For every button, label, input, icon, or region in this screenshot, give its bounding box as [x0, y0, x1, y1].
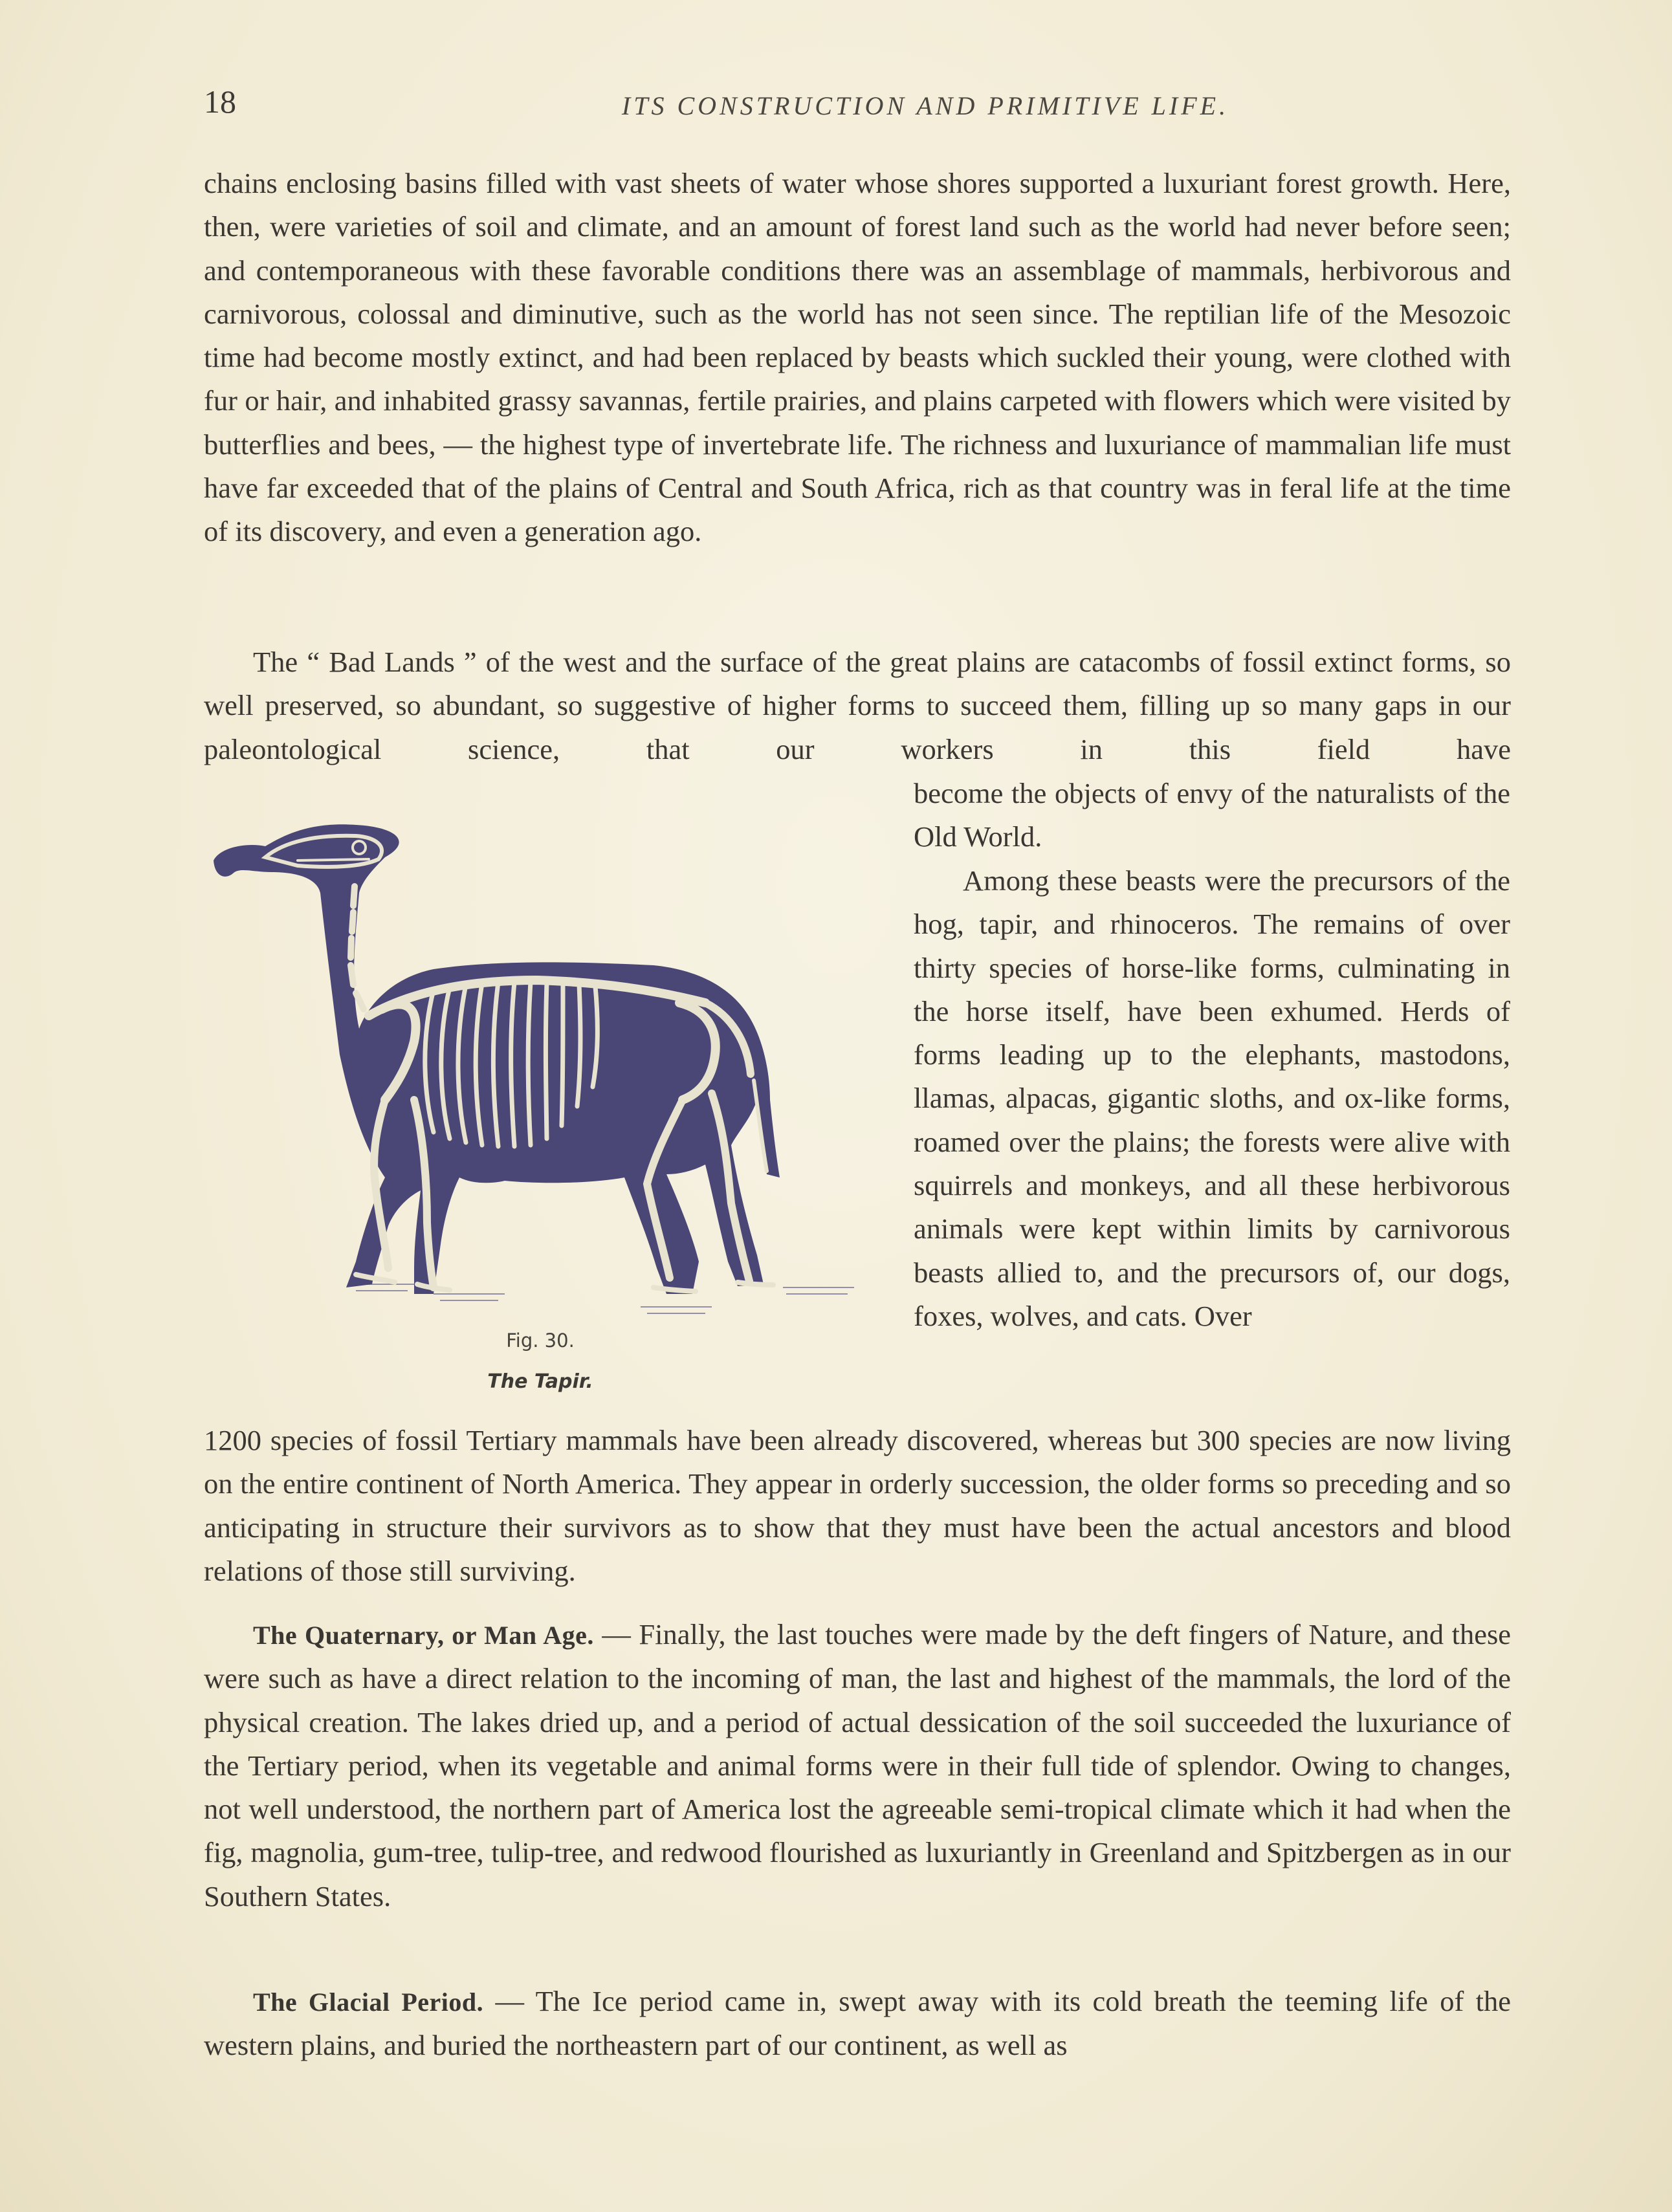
figure-caption: The Tapir.: [487, 1370, 593, 1393]
tapir-illustration: [201, 796, 880, 1417]
paragraph-4-heading: The Quaternary, or Man Age.: [253, 1621, 594, 1650]
paragraph-3-wrapped: Among these beasts were the precursors of the hog, tapir, and rhinoceros. The remains of over thirty species of horse-like forms, culminating in the horse itself, have been exhumed. Herds of forms leading up to the elephants, mastodons, llamas, alpacas, gigantic sloths, and ox-like forms, roamed over the plains; the forests were alive with squirrels and monkeys, and all these herbivorous animals were kept within limits by carnivorous beasts allied to, and the precursors of, our dogs, foxes, wolves, and cats. Over: [914, 864, 1510, 1332]
paragraph-4-text: — Finally, the last touches were made by the deft fingers of Nature, and these were such as have a direct relation to the incoming of man, the last and highest of the mammals, the lord of the physical creation. The lakes dried up, and a period of actual dessication of the soil succeeded the luxuriance of the Tertiary period, when its vegetable and animal forms were in their full tide of splendor. Owing to changes, not well understood, the northern part of America lost the agreeable semi-tropical climate which it had when the fig, magnolia, gum-tree, tulip-tree, and redwood flourished as luxuriantly in Greenland and Spitzbergen as in our Southern States.: [204, 1618, 1512, 1912]
running-title: ITS CONSTRUCTION AND PRIMITIVE LIFE.: [621, 91, 1229, 120]
paragraph-5-heading: The Glacial Period.: [253, 1988, 484, 2017]
paragraph-2-wrapped: become the objects of envy of the naturalists of the Old World.: [914, 777, 1510, 853]
page-number: 18: [204, 83, 236, 120]
paragraph-2: The “ Bad Lands ” of the west and the surface of the great plains are catacombs of fossil extinct forms, so well preserved, so abundant, so suggestive of higher forms to succeed them, filling up so many gaps in our paleontological science, that our workers in this field have: [204, 646, 1511, 765]
paragraph-1: chains enclosing basins filled with vast sheets of water whose shores supported a luxuriant forest growth. Here, then, were varieties of soil and climate, and an amount of forest land such as the world had never before seen; and contemporaneous with these favorable conditions there was an assemblage of mammals, herbivorous and carnivorous, colossal and diminutive, such as the world has not seen since. The reptilian life of the Mesozoic time had become mostly extinct, and had been replaced by beasts which suckled their young, were clothed with fur or hair, and inhabited grassy savannas, fertile prairies, and plains carpeted with flowers which were visited by butterflies and bees, — the highest type of invertebrate life. The richness and luxuriance of mammalian life must have far exceeded that of the plains of Central and South Africa, rich as that country was in feral life at the time of its discovery, and even a generation ago.: [204, 167, 1511, 548]
paragraph-5: [204, 1980, 1511, 2068]
figure-label: Fig. 30.: [506, 1330, 575, 1352]
paragraph-4: [204, 1613, 1511, 1918]
tapir-skeleton-drawing: [201, 796, 880, 1417]
paragraph-3: 1200 species of fossil Tertiary mammals have been already discovered, whereas but 300 species are now living on the entire continent of North America. They appear in orderly succession, the older forms so preceding and so anticipating in structure their survivors as to show that they must have been the actual ancestors and blood relations of those still surviving.: [204, 1424, 1511, 1587]
paragraph-5-text: — The Ice period came in, swept away with its cold breath the teeming life of the western plains, and buried the northeastern part of our continent, as well as: [204, 1985, 1511, 2062]
